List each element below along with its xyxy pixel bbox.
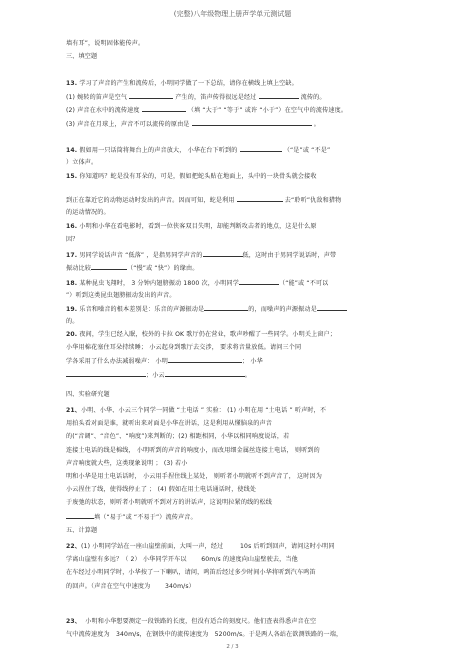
text-fragment: 因？: [66, 236, 79, 244]
text-fragment: 小明、小华、小云三个同学一同做 “土电话 ” 实验： (1) 小明在用 “土电话 ” 听声时，不: [81, 407, 327, 414]
answer-blank[interactable]: [66, 368, 146, 377]
text-fragment: 小明和小华想要测定一段铁路的长度，但没有适合的刻度尺。他们查表得悉声音在空: [85, 618, 317, 625]
text-line: 于废弛的状态，则听者小明就听不到对方的讲话声，这说明拉紧的线的松线: [66, 499, 273, 507]
text-fragment: 去“聆听”仇敌和猎物: [284, 197, 342, 205]
text-fragment: （填 “大于” “等于” 或许 “小于”）在空气中的流传速度。: [187, 107, 348, 115]
answer-blank[interactable]: [204, 302, 248, 311]
text-fragment: 的运动情况的。: [66, 209, 110, 217]
answer-blank[interactable]: [192, 117, 312, 126]
question-18: [66, 276, 406, 302]
text-fragment: 假如用一只话筒将舞台上的声音放大， 小华在台下听到的: [79, 147, 238, 154]
answer-blank[interactable]: [203, 248, 243, 257]
page-number: 2 / 3: [226, 644, 239, 650]
text-fragment: 乐音和噪音的根本差别是：乐音的声源振动是: [79, 306, 205, 313]
text-fragment: 到正在靠近它的动物运动时发出的声音。因而可知，蛇是利用: [66, 197, 235, 205]
question-number: 14.: [66, 147, 78, 154]
question-19: [66, 302, 406, 328]
text-line: 小云捏住了线，使得线停止了 ； (4) 假如在用土电话通话时，使线处: [66, 486, 257, 494]
text-fragment: 振动比较: [66, 265, 91, 273]
question-21: [66, 404, 406, 523]
text-fragment: 340m/s）: [164, 582, 195, 590]
text-fragment: ； 小华: [242, 358, 263, 366]
text-fragment: 340m/s，在钢铁中的流传速度为: [115, 631, 209, 639]
text-fragment: 5200m/s。于是两人各站在欲测铁路的一端，: [214, 631, 343, 639]
text-fragment: （“慢”或 “快”）的缘由。: [126, 265, 199, 273]
answer-blank[interactable]: [168, 354, 242, 363]
text-fragment: ）立体声。: [66, 159, 98, 167]
question-17: [66, 248, 406, 274]
section-title: 四、实验研究题: [66, 391, 110, 398]
answer-blank[interactable]: [91, 261, 127, 270]
answer-blank[interactable]: [142, 103, 186, 112]
text-fragment: (1) 婉转的笛声是空气: [66, 94, 128, 102]
text-fragment: 10s 后听到回声，请问这时小明同: [240, 543, 335, 550]
text-fragment: 。: [313, 120, 320, 128]
text-line: 用拍头看对面是谁，就听出来对面是小华在讲话，这是利用从懂脑泉的声音: [66, 420, 273, 428]
question-13: [66, 77, 406, 130]
text-line: 的(“音调”、“音色”、“响度”)来判断的；(2) 相距相同，小华以相同响度说话，若: [66, 433, 290, 441]
question-number: 23、: [66, 618, 82, 625]
text-fragment: 的。: [66, 318, 79, 326]
text-fragment: 男同学说话声音 “低落” ，是指男同学声音的: [79, 252, 203, 259]
question-number: 20.: [66, 331, 78, 338]
section-title: 三、填空题: [66, 53, 98, 61]
text-fragment: 某种昆虫飞翔时， 3 分钟内翅膀振动 1800 次，小明同学: [79, 280, 239, 287]
question-15: [66, 170, 406, 220]
question-number: 21、: [66, 407, 82, 414]
text-line: 明和小华是用土电话话时， 小云用手捏住线上某处， 则听者小明就听不到声音了， 这时因为: [66, 472, 323, 480]
text-fragment: 气中流传速度为: [66, 631, 110, 639]
text-fragment: 流传的。: [300, 94, 326, 102]
answer-blank[interactable]: [239, 276, 279, 285]
text-line: 在车经过小明同学时，小华按了一下喇叭，请问，鸣笛后经过多少时间小华将听到汽车鸣笛: [66, 569, 316, 577]
question-number: 16.: [66, 223, 78, 230]
text-fragment: (3) 声音在月球上，声音不可以流传的原由是: [66, 120, 190, 128]
question-number: 13.: [66, 80, 78, 87]
section-5: [66, 524, 406, 537]
question-number: 17.: [66, 252, 78, 259]
page-header: (完整)八年级物理上册声学单元测试题: [173, 10, 292, 18]
text-fragment: （“是”或 “不是”: [283, 147, 331, 154]
text-fragment: ；小云: [146, 371, 165, 379]
answer-blank[interactable]: [317, 302, 347, 311]
answer-blank[interactable]: [165, 368, 245, 377]
text-fragment: （“能”或 “不可以: [278, 280, 329, 287]
question-16: [66, 220, 406, 246]
text-fragment: ”）听到这类昆虫翅膀振动发出的声音。: [66, 292, 176, 300]
text-fragment: 的，而噪声的声源振动是: [248, 306, 317, 313]
text-fragment: 填（“易于”或 “不易于”）流传声音。: [94, 513, 197, 521]
text-fragment: 低，这时由于男同学说话时，声带: [242, 252, 337, 259]
section-4: [66, 388, 406, 401]
text-fragment: 产生的，笛声传得很远是经过: [175, 94, 257, 102]
answer-blank[interactable]: [129, 90, 173, 99]
text-fragment: 。: [244, 371, 251, 379]
intro-block: [66, 37, 406, 63]
text-fragment: (2) 声音在水中的流传速度: [66, 107, 140, 115]
question-14: [66, 143, 406, 169]
answer-blank[interactable]: [237, 193, 283, 202]
question-number: 15.: [66, 173, 78, 180]
text-fragment: 学离山崖壁有多远？（ 2） 小华同学开车以: [66, 556, 187, 564]
text-fragment: (1) 小明同学站在一座山崖壁前面，大叫一声，经过: [81, 543, 224, 550]
text-fragment: 60m/s 的速度向山崖壁驶去，当他: [201, 556, 298, 564]
question-number: 22、: [66, 543, 82, 550]
text-fragment: 夜间，学生已经入眠，校外的卡拉 OK 歌厅仍在营业，歌声吵醒了一些同学。小明关上窗户；: [79, 331, 337, 338]
section-title: 五、计算题: [66, 527, 98, 534]
question-number: 18.: [66, 280, 78, 287]
question-stem: 学习了声音的产生和流传后，小明同学做了一下总结，请你在横线上填上空缺。: [79, 80, 298, 87]
text-line: 墙有耳”，说明固体能传声。: [66, 40, 145, 47]
question-20: [66, 328, 406, 381]
question-number: 19.: [66, 306, 78, 313]
question-22: [66, 540, 406, 593]
text-fragment: 小华用棉花塞住耳朵持续睡； 小云起身到歌厅去交涉， 要求将音量放低。请问三个同: [66, 344, 302, 352]
text-line: 声音响度就大些，这类现象说明 ； (3) 若小: [66, 459, 188, 467]
answer-blank[interactable]: [259, 90, 299, 99]
text-fragment: 小明和小华在看电影时，看到一位侠客双目失明，却能判断攻击者的地点，这是什么原: [79, 223, 317, 230]
text-fragment: 的回声。（声音在空气中速度为: [66, 582, 151, 590]
text-fragment: 学各采用了什么办法减弱噪声： 小明: [66, 358, 168, 366]
text-line: 连接土电话的线是棉线， 小明听到的声音的响度小，而改用细金属丝连接土电话， 则听到的: [66, 446, 320, 454]
answer-blank[interactable]: [66, 510, 94, 519]
text-fragment: 你知道吗？蛇是没有耳朵的，可是，假如把蛇头贴在地面上，头中的一块骨头就会接收: [79, 173, 317, 180]
question-23: [66, 615, 406, 641]
answer-blank[interactable]: [240, 143, 282, 152]
